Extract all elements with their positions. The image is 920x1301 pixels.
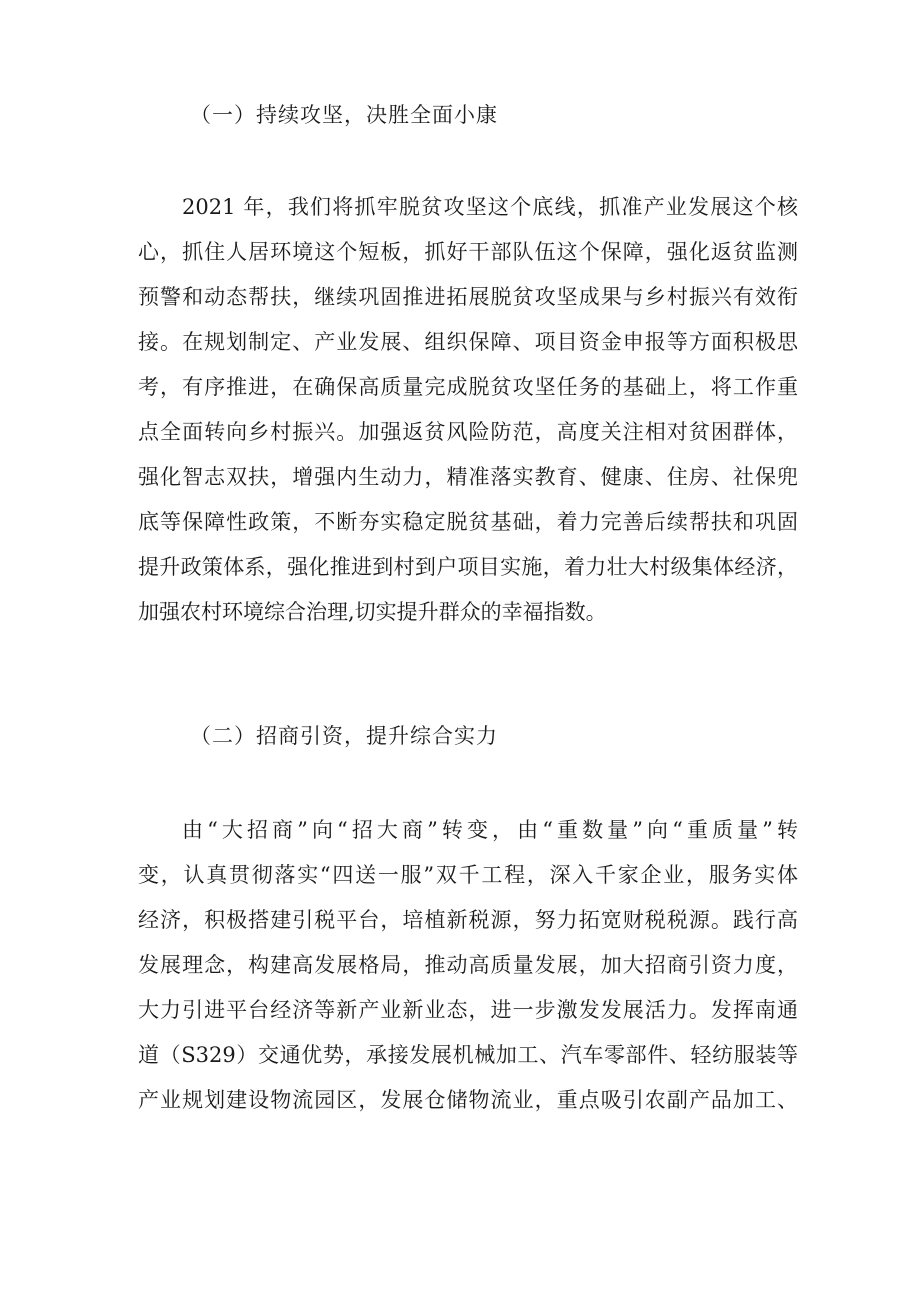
section-1-paragraph-line: 底等保障性政策，不断夯实稳定脱贫基础，着力完善后续帮扶和巩固 (138, 510, 798, 534)
section-2-paragraph-line: 道（S329）交通优势，承接发展机械加工、汽车零部件、轻纺服装等 (138, 1043, 798, 1067)
section-1-paragraph-line: 接。在规划制定、产业发展、组织保障、项目资金申报等方面积极思 (138, 330, 798, 354)
section-1-paragraph-line: 加强农村环境综合治理,切实提升群众的幸福指数。 (138, 600, 607, 624)
section-1-paragraph-line: 点全面转向乡村振兴。加强返贫风险防范，高度关注相对贫困群体， (138, 420, 798, 444)
section-2-paragraph-line: 发展理念，构建高发展格局，推动高质量发展，加大招商引资力度， (138, 953, 798, 977)
section-1-paragraph-line: 心，抓住人居环境这个短板，抓好干部队伍这个保障，强化返贫监测 (138, 240, 798, 264)
section-2-heading: （二）招商引资，提升综合实力 (190, 724, 498, 748)
section-1-paragraph-line: 预警和动态帮扶，继续巩固推进拓展脱贫攻坚成果与乡村振兴有效衔 (138, 285, 798, 309)
section-2-paragraph-line: 产业规划建设物流园区，发展仓储物流业，重点吸引农副产品加工、 (138, 1088, 798, 1112)
section-2-paragraph-line: 经济，积极搭建引税平台，培植新税源，努力拓宽财税税源。践行高 (138, 908, 798, 932)
section-2-paragraph-line: 大力引进平台经济等新产业新业态，进一步激发发展活力。发挥南通 (138, 998, 798, 1022)
section-1-paragraph-line: 2021 年，我们将抓牢脱贫攻坚这个底线，抓准产业发展这个核 (182, 195, 798, 219)
section-1-paragraph-line: 强化智志双扶，增强内生动力，精准落实教育、健康、住房、社保兜 (138, 465, 798, 489)
section-2-paragraph-line: 变，认真贯彻落实“四送一服”双千工程，深入千家企业，服务实体 (138, 863, 798, 887)
section-1-heading: （一）持续攻坚，决胜全面小康 (190, 103, 498, 127)
section-1-paragraph-line: 提升政策体系，强化推进到村到户项目实施，着力壮大村级集体经济， (138, 555, 798, 579)
section-2-paragraph-line: 由“大招商”向“招大商”转变，由“重数量”向“重质量”转 (182, 818, 798, 842)
section-1-paragraph-line: 考，有序推进，在确保高质量完成脱贫攻坚任务的基础上，将工作重 (138, 375, 798, 399)
